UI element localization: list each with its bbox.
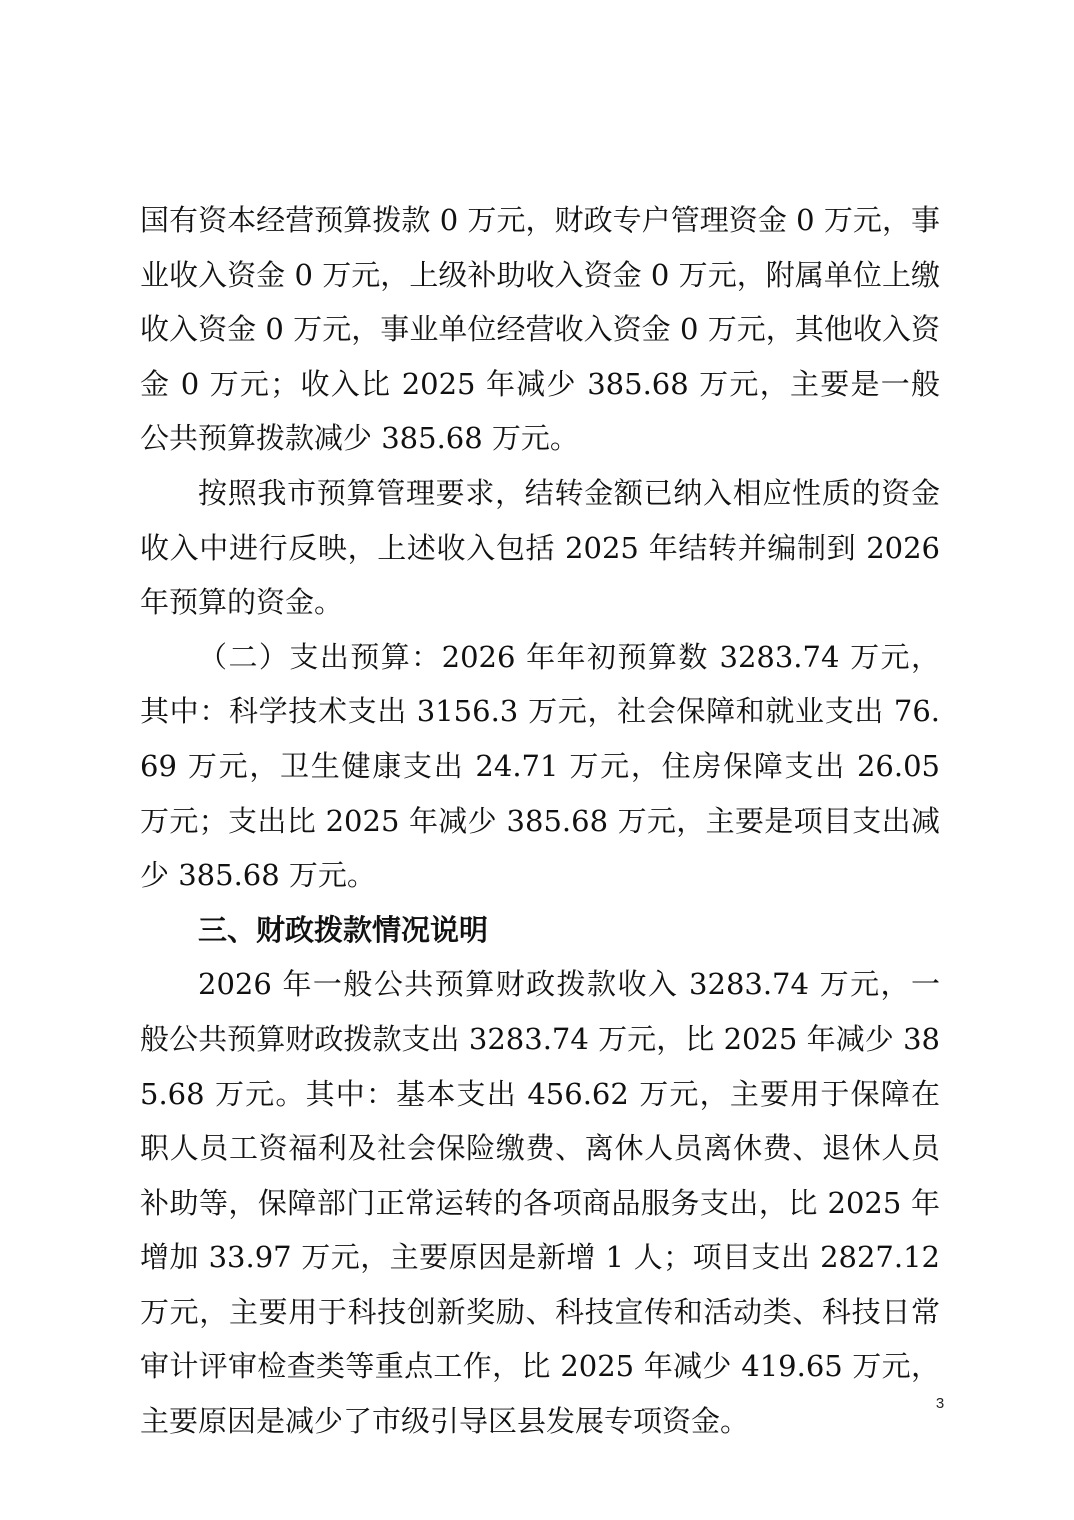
section-heading-fiscal-appropriation: 三、财政拨款情况说明 [198, 912, 489, 947]
page-number: 3 [935, 1395, 945, 1412]
paragraph-expenditure-budget: （二）支出预算：2026 年年初预算数 3283.74 万元，其中：科学技术支出 3156.3 万元，社会保障和就业支出 76.69 万元，卫生健康支出 24.71 万元，住房保障支出 26.05 万元；支出比 2025 年减少 385.68 万元，主要是项目支出减少 385.68 万元。 [140, 639, 940, 893]
document-body [140, 193, 940, 1449]
paragraph-income-details: 国有资本经营预算拨款 0 万元，财政专户管理资金 0 万元，事业收入资金 0 万元，上级补助收入资金 0 万元，附属单位上缴收入资金 0 万元，事业单位经营收入资金 0 万元，其他收入资金 0 万元；收入比 2025 年减少 385.68 万元，主要是一般公共预算拨款减少 385.68 万元。 [140, 203, 940, 456]
paragraph-carryover-note: 按照我市预算管理要求，结转金额已纳入相应性质的资金收入中进行反映，上述收入包括 2025 年结转并编制到 2026 年预算的资金。 [140, 475, 940, 620]
paragraph-fiscal-appropriation: 2026 年一般公共预算财政拨款收入 3283.74 万元，一般公共预算财政拨款支出 3283.74 万元，比 2025 年减少 385.68 万元。其中：基本支出 456.62 万元，主要用于保障在职人员工资福利及社会保险缴费、离休人员离休费、退休人员补助等，保障部门正常运转的各项商品服务支出，比 2025 年增加 33.97 万元，主要原因是新增 1 人；项目支出 2827.12 万元，主要用于科技创新奖励、科技宣传和活动类、科技日常审计评审检查类等重点工作，比 2025 年减少 419.65 万元，主要原因是减少了市级引导区县发展专项资金。 [140, 967, 940, 1439]
